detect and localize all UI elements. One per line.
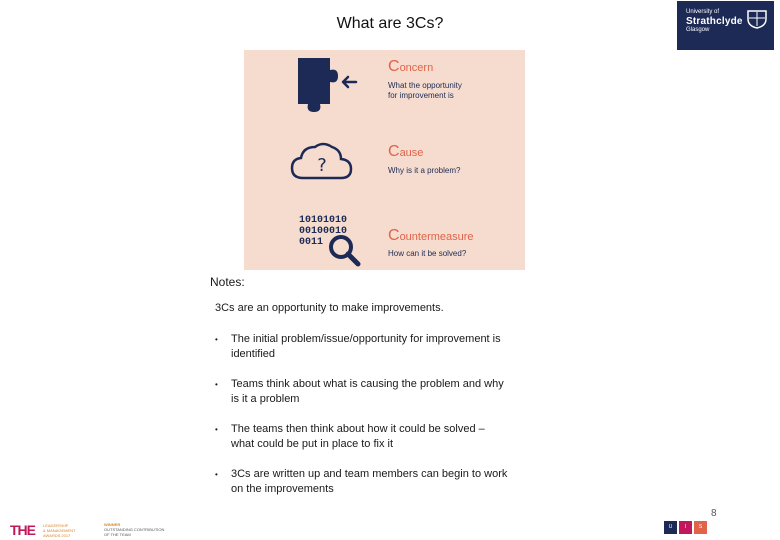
countermeasure-title: Countermeasure [388,227,474,244]
puzzle-piece-icon [296,56,366,114]
magnifier-icon [326,232,362,268]
bullet-icon: • [215,380,218,389]
the-logo: THE [10,522,35,538]
bullet-icon: • [215,425,218,434]
partner-square: U [664,521,677,534]
cloud-question-icon [289,138,355,182]
list-item: • Teams think about what is causing the problem and why is it a problem [215,378,504,405]
university-logo [677,1,774,50]
notes-bullet-list [215,332,575,512]
concern-title: Concern [388,58,434,75]
notes-label: Notes: [210,275,245,289]
partner-square: I [679,521,692,534]
winner-text: WINNER OUTSTANDING CONTRIBUTION OF THE TEAM [104,522,165,537]
concern-description: What the opportunity for improvement is [388,81,462,100]
cause-title: Cause [388,143,424,160]
countermeasure-description: How can it be solved? [388,249,467,258]
slide-title: What are 3Cs? [336,15,444,32]
svg-text:?: ? [317,155,327,176]
bullet-icon: • [215,335,218,344]
list-item: • 3Cs are written up and team members can begin to work on the improvements [215,468,508,495]
bullet-icon: • [215,470,218,479]
binary-code-text: 10101010 00100010 0011 [299,215,348,248]
notes-intro: 3Cs are an opportunity to make improvements. [215,302,444,314]
list-item: • The teams then think about how it could be solved – what could be put in place to fix it [215,423,485,450]
three-cs-infographic [244,50,525,270]
the-award-text: LEADERSHIP & MANAGEMENT AWARDS 2017 [43,523,76,538]
page-number: 8 [711,508,717,519]
list-item: • The initial problem/issue/opportunity for improvement is identified [215,333,501,360]
cause-description: Why is it a problem? [388,166,461,175]
logo-line2: Strathclyde [686,16,743,27]
logo-line3: Glasgow [686,27,710,33]
logo-line1: University of [686,9,720,15]
partner-square: S [694,521,707,534]
crest-icon [746,9,768,29]
